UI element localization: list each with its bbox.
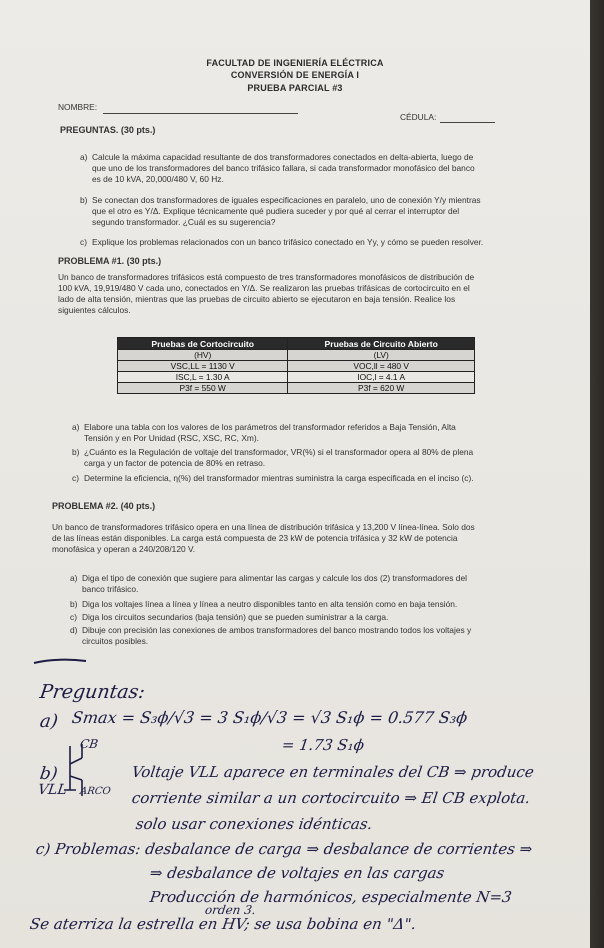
hand-b-cb: CB: [79, 737, 99, 751]
table-header-sc: Pruebas de Cortocircuito: [118, 338, 288, 350]
breaker-sketch-icon: [60, 740, 100, 800]
hand-c-line2: ⇒ desbalance de voltajes en las cargas: [148, 864, 446, 882]
table-cell: P3f = 620 W: [288, 383, 475, 394]
hand-c-line4: Se aterriza la estrella en HV; se usa bobina en "Δ".: [28, 915, 418, 933]
table-cell: P3f = 550 W: [118, 383, 288, 394]
hand-b-line3: solo usar conexiones idénticas.: [134, 815, 374, 833]
hand-c-line3: Producción de harmónicos, especialmente N=3: [148, 888, 513, 906]
problema2-text: Un banco de transformadores trifásico opera en una línea de distribución trifásica y 13,200 V línea-línea. Solo dos de las líneas están disponibles. La carga está compuesta de 23 kW de potencia trifásica y 32 kW de potencia monofásica y operan a 240/208/120 V.: [52, 522, 475, 554]
problema2-c-text: Diga los circuitos secundarios (baja tensión) que se pueden suministrar a la carga.: [82, 612, 389, 622]
problema1-c-text: Determine la eficiencia, η(%) del transformador mientras suministra la carga especificada en el inciso (c).: [84, 473, 474, 483]
problema1-b-label: b): [72, 447, 80, 457]
table-header-row: [118, 338, 475, 350]
course-title: CONVERSIÓN DE ENERGÍA I: [230, 70, 360, 80]
problema2-d-label: d): [70, 625, 78, 635]
id-field[interactable]: [440, 122, 495, 123]
hand-a-label: a): [38, 711, 60, 732]
problema1-a-text: Elabore una tabla con los valores de los parámetros del transformador referidos a Baja Tensión, Alta Tensión y en Por Unidad (RSC, XSC, RC, Xm).: [84, 422, 456, 443]
problema2-b-label: b): [70, 599, 78, 609]
hand-b-line1: Voltaje VLL aparece en terminales del CB ⇒ produce: [130, 763, 536, 781]
preguntas-b-label: b): [80, 195, 88, 205]
table-row: [118, 383, 475, 394]
table-cell: IOC,l = 4.1 A: [288, 372, 475, 383]
problema2-c-label: c): [70, 612, 77, 622]
test-results-table: [117, 337, 475, 394]
table-subheader-hv: (HV): [118, 350, 288, 361]
table-row: [118, 361, 475, 372]
problema1-text: Un banco de transformadores trifásicos está compuesto de tres transformadores monofásicos de distribución de 100 kVA, 19,919/480 V cada uno, conectados en Y/Δ. Se realizaron las pruebas trifásicas de cortocircuito en el lado de alta tensión, mientras que las pruebas de circuito abierto se ejecutaron en baja tensión. Realice los siguientes cálculos.: [58, 272, 475, 315]
id-label: CÉDULA:: [400, 112, 437, 122]
preguntas-a-label: a): [80, 152, 88, 162]
table-cell: VSC,LL = 1130 V: [118, 361, 288, 372]
preguntas-c-label: c): [80, 237, 87, 247]
hand-b-vll: VLL: [36, 782, 68, 798]
hand-a-eq2: = 1.73 S₁ϕ: [280, 736, 366, 754]
problema2-b-text: Diga los voltajes línea a línea y línea a neutro disponibles tanto en alta tensión como en baja tensión.: [82, 599, 458, 609]
problema2-a-text: Diga el tipo de conexión que sugiere para alimentar las cargas y calcule los dos (2) transformadores del banco trifásico.: [82, 573, 467, 594]
table-cell: ISC,L = 1.30 A: [118, 372, 288, 383]
preguntas-title: PREGUNTAS. (30 pts.): [60, 125, 156, 135]
table-row: [118, 372, 475, 383]
preguntas-c-text: Explique los problemas relacionados con un banco trifásico conectado en Yy, y cómo se pueden resolver.: [92, 237, 484, 247]
name-field[interactable]: [103, 113, 298, 114]
separator-stroke: [30, 655, 90, 667]
table-header-oc: Pruebas de Circuito Abierto: [288, 338, 475, 350]
problema1-a-label: a): [72, 422, 80, 432]
table-cell: VOC,ll = 480 V: [288, 361, 475, 372]
problema1-c-label: c): [72, 473, 79, 483]
hand-b-line2: corriente similar a un cortocircuito ⇒ El CB explota.: [130, 789, 532, 807]
problema1-title: PROBLEMA #1. (30 pts.): [58, 256, 162, 266]
name-label: NOMBRE:: [58, 102, 98, 112]
faculty-title: FACULTAD DE INGENIERÍA ELÉCTRICA: [206, 58, 384, 68]
table-subheader-row: [118, 350, 475, 361]
hand-b-label: b): [38, 764, 59, 784]
problema1-b-text: ¿Cuánto es la Regulación de voltaje del transformador, VR(%) si el transformador opera al 80% de plena carga y un factor de potencia de 80% en retraso.: [84, 447, 474, 468]
hand-title: Preguntas:: [38, 681, 147, 703]
hand-c-line1: c) Problemas: desbalance de carga ⇒ desbalance de corrientes ⇒: [34, 840, 534, 858]
preguntas-b-text: Se conectan dos transformadores de iguales especificaciones en paralelo, uno de conexión Y/y mientras que el otro es Y/Δ. Explique técnicamente qué pudiera suceder y por qué al cerrar el interruptor del segundo transformador. ¿Cuál es su sugerencia?: [92, 195, 481, 227]
preguntas-a-text: Calcule la máxima capacidad resultante de dos transformadores conectados en delta-abierta, luego de que uno de los transformadores del banco trifásico fallara, si cada transformador monofásico del banco es de 10 kVA, 20,000/480 V, 60 Hz.: [92, 152, 475, 184]
problema2-a-label: a): [70, 573, 78, 583]
hand-b-arco: ARCO: [79, 786, 112, 797]
exam-title: PRUEBA PARCIAL #3: [247, 83, 343, 93]
table-subheader-lv: (LV): [288, 350, 475, 361]
hand-a-eq1: Smax = S₃ϕ/√3 = 3 S₁ϕ/√3 = √3 S₁ϕ = 0.577 S₃ϕ: [70, 708, 469, 727]
problema2-d-text: Dibuje con precisión las conexiones de ambos transformadores del banco mostrando todos los voltajes y circuitos posibles.: [82, 625, 472, 646]
hand-c-orden: orden 3.: [204, 903, 257, 917]
problema2-title: PROBLEMA #2. (40 pts.): [52, 501, 156, 511]
